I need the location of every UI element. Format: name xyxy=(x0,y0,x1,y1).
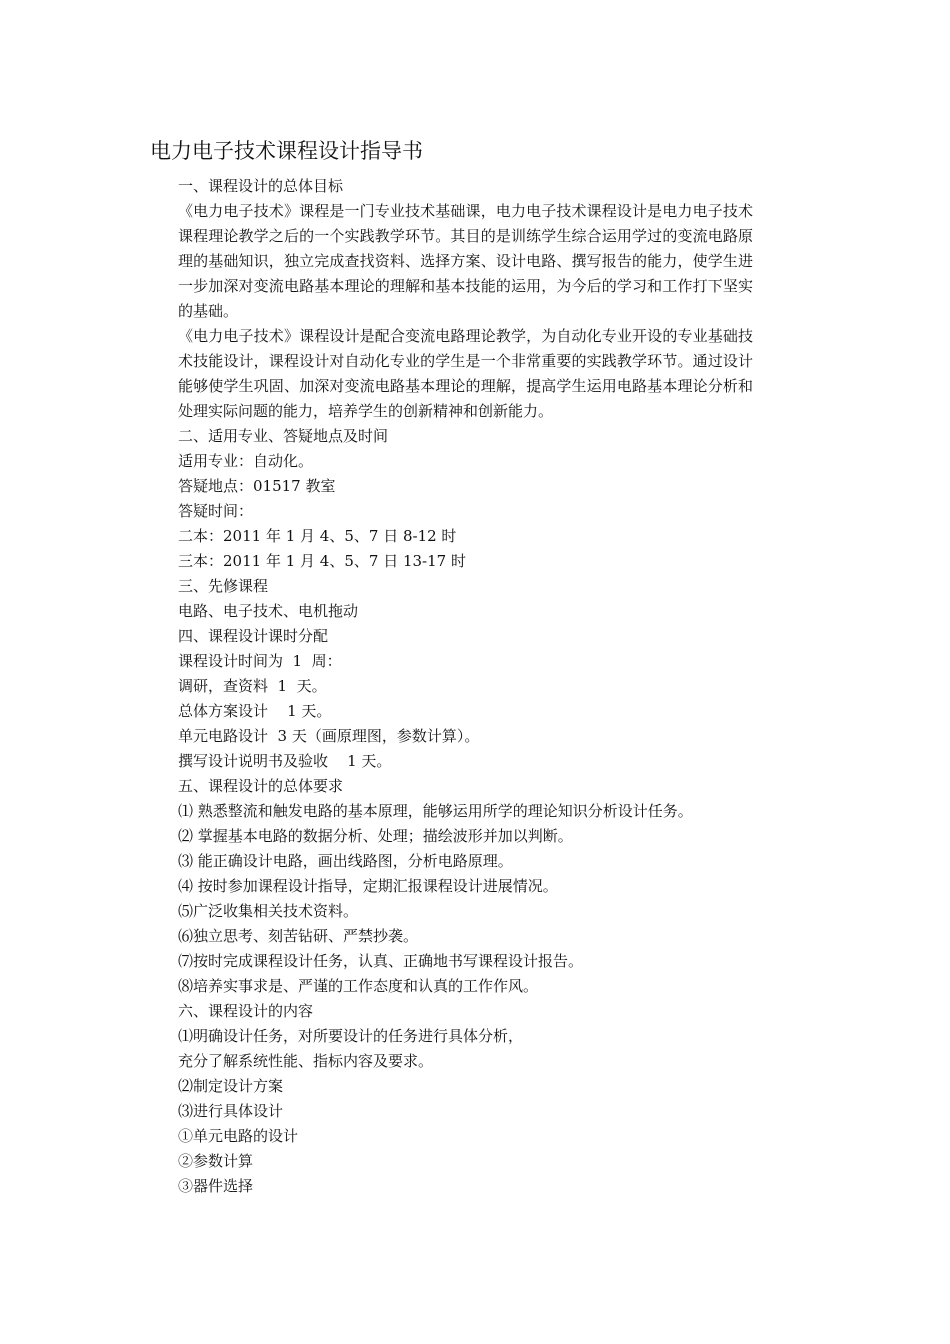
requirement-item: ⑷ 按时参加课程设计指导，定期汇报课程设计进展情况。 xyxy=(178,877,558,895)
qa-time-second-tier: 二本：2011 年 1 月 4、5、7 日 8-12 时 xyxy=(178,527,457,545)
requirement-item: ⑶ 能正确设计电路，画出线路图，分析电路原理。 xyxy=(178,852,513,870)
applicable-major: 适用专业：自动化。 xyxy=(178,452,314,470)
document-title: 电力电子技术课程设计指导书 xyxy=(150,139,423,163)
goals-paragraph-1: 《电力电子技术》课程是一门专业技术基础课，电力电子技术课程设计是电力电子技术课程理论教学之后的一个实践教学环节。其目的是训练学生综合运用学过的变流电路原理的基础知识，独立完成查找资料、选择方案、设计电路、撰写报告的能力，使学生进一步加深对变流电路基本理论的理解和基本技能的运用，为今后的学习和工作打下坚实的基础。 xyxy=(178,202,753,320)
content-item: ⑴明确设计任务，对所要设计的任务进行具体分析， xyxy=(178,1027,524,1045)
schedule-item: 单元电路设计 3 天（画原理图，参数计算）。 xyxy=(178,727,480,745)
goals-paragraph-2: 《电力电子技术》课程设计是配合变流电路理论教学，为自动化专业开设的专业基础技术技能设计，课程设计对自动化专业的学生是一个非常重要的实践教学环节。通过设计能够使学生巩固、加深对变流电路基本理论的理解，提高学生运用电路基本理论分析和处理实际问题的能力，培养学生的创新精神和创新能力。 xyxy=(178,327,753,420)
section-heading-requirements: 五、课程设计的总体要求 xyxy=(178,777,344,795)
requirement-item: ⑻培养实事求是、严谨的工作态度和认真的工作作风。 xyxy=(178,977,539,995)
content-item: ①单元电路的设计 xyxy=(178,1127,299,1145)
requirement-item: ⑹独立思考、刻苦钻研、严禁抄袭。 xyxy=(178,927,419,945)
content-item: ②参数计算 xyxy=(178,1152,254,1170)
section-heading-schedule: 四、课程设计课时分配 xyxy=(178,627,329,645)
qa-place: 答疑地点：01517 教室 xyxy=(178,477,336,495)
qa-time-third-tier: 三本：2011 年 1 月 4、5、7 日 13-17 时 xyxy=(178,552,466,570)
schedule-item: 撰写设计说明书及验收 1 天。 xyxy=(178,752,392,770)
section-heading-content: 六、课程设计的内容 xyxy=(178,1002,314,1020)
document-body xyxy=(178,174,753,1199)
requirement-item: ⑺按时完成课程设计任务，认真、正确地书写课程设计报告。 xyxy=(178,952,584,970)
content-item: 充分了解系统性能、指标内容及要求。 xyxy=(178,1052,434,1070)
content-item: ⑶进行具体设计 xyxy=(178,1102,284,1120)
section-heading-prerequisites: 三、先修课程 xyxy=(178,577,269,595)
content-item: ⑵制定设计方案 xyxy=(178,1077,284,1095)
qa-time-label: 答疑时间： xyxy=(178,502,254,520)
prerequisite-courses: 电路、电子技术、电机拖动 xyxy=(178,602,359,620)
schedule-item: 总体方案设计 1 天。 xyxy=(178,702,332,720)
requirement-item: ⑸广泛收集相关技术资料。 xyxy=(178,902,359,920)
content-item: ③器件选择 xyxy=(178,1177,254,1195)
requirement-item: ⑵ 掌握基本电路的数据分析、处理；描绘波形并加以判断。 xyxy=(178,827,573,845)
section-heading-goals: 一、课程设计的总体目标 xyxy=(178,177,344,195)
requirement-item: ⑴ 熟悉整流和触发电路的基本原理，能够运用所学的理论知识分析设计任务。 xyxy=(178,802,693,820)
schedule-item: 调研，查资料 1 天。 xyxy=(178,677,327,695)
section-heading-major-place-time: 二、适用专业、答疑地点及时间 xyxy=(178,427,389,445)
schedule-total: 课程设计时间为 1 周： xyxy=(178,652,342,670)
